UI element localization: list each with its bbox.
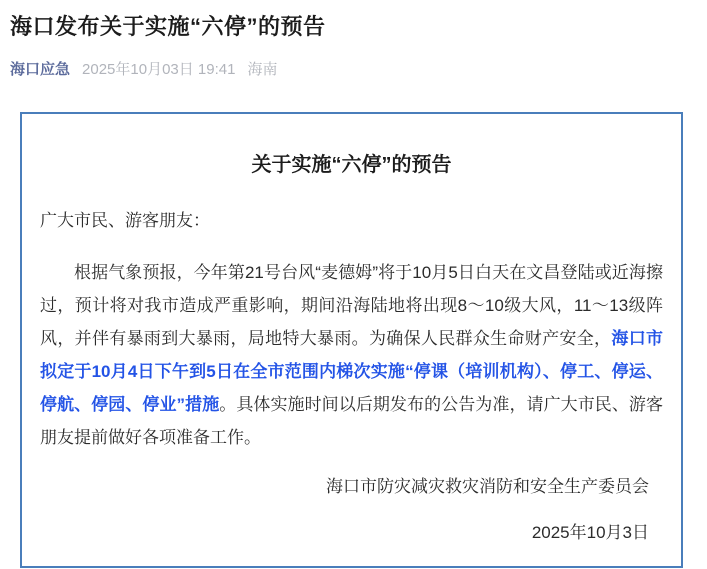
source-account-link[interactable]: 海口应急 [10,61,71,78]
signature-block [40,476,663,544]
issuing-authority: 海口市防灾减灾救灾消防和安全生产委员会 [326,477,649,496]
notice-box [20,112,683,568]
page-title: 海口发布关于实施“六停”的预告 [10,14,326,39]
publish-timestamp: 2025年10月03日 19:41 [82,61,236,78]
paragraph-part1: 根据气象预报，今年第21号台风“麦德姆”将于10月5日白天在文昌登陆或近海擦过，预计将对我市造成严重影响，期间沿海陆地将出现8～10级大风，11～13级阵风，并伴有暴雨到大暴雨，局地特大暴雨。为确保人民群众生命财产安全， [40,263,663,348]
notice-salutation: 广大市民、游客朋友： [40,211,210,230]
notice-paragraph [40,256,663,454]
paragraph-highlight: 海口市拟定于10月4日下午到5日在全市范围内梯次实施“停课（培训机构）、停工、停运、停航、停园、停业”措施 [40,329,664,414]
post-meta [10,60,695,80]
notice-title: 关于实施“六停”的预告 [251,154,452,176]
notice-date: 2025年10月3日 [531,523,649,542]
paragraph-part2: 。具体实施时间以后期发布的公告为准，请广大市民、游客朋友提前做好各项准备工作。 [40,395,664,447]
publish-region: 海南 [247,61,278,78]
